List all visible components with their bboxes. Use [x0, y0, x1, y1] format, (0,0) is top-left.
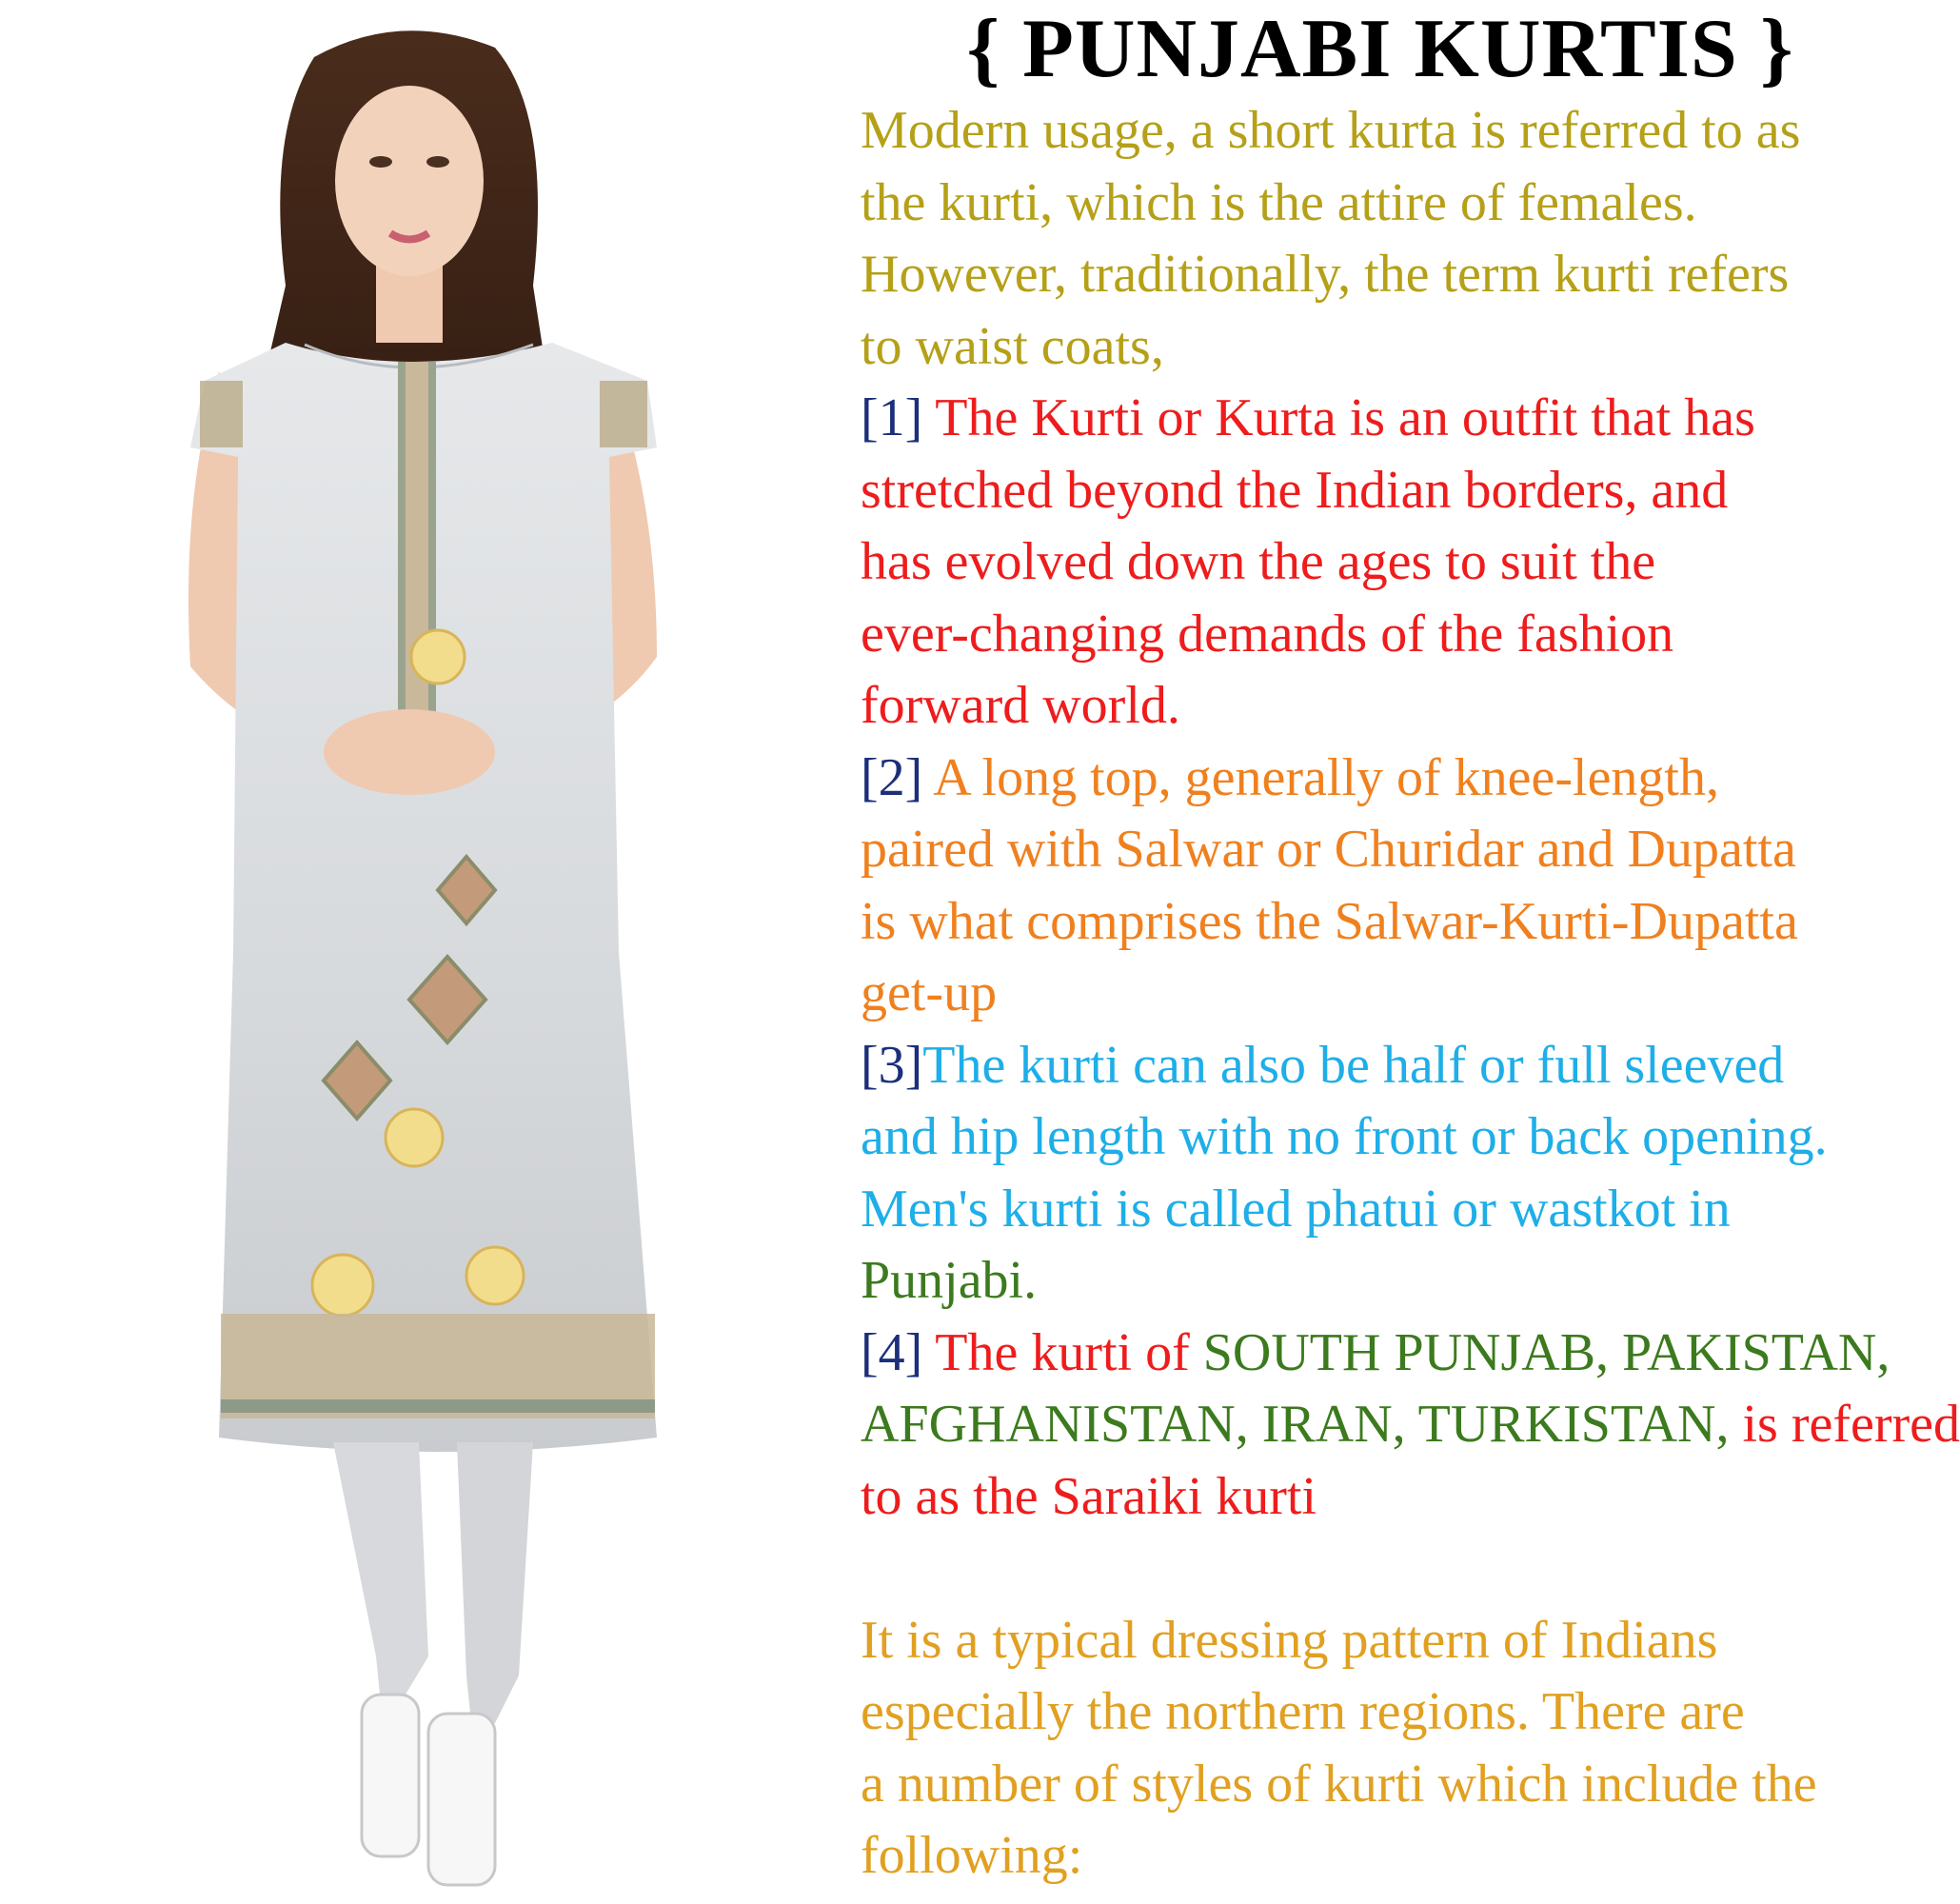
- page-title: { PUNJABI KURTIS }: [966, 3, 1794, 95]
- point1-text: The Kurti or Kurta is an outfit that has: [922, 388, 1755, 447]
- point1-line: ever-changing demands of the fashion: [861, 604, 1674, 664]
- intro-line: to waist coats,: [861, 316, 1164, 376]
- closing-line: a number of styles of kurti which include the: [861, 1754, 1817, 1814]
- model-photo: [0, 0, 838, 1904]
- point3-marker: [3]: [861, 1035, 923, 1095]
- point3-line: and hip length with no front or back opening.: [861, 1107, 1828, 1166]
- closing-line: following:: [861, 1826, 1083, 1885]
- point3-line: Punjabi.: [861, 1251, 1038, 1310]
- point4-regions: SOUTH PUNJAB, PAKISTAN,: [1202, 1322, 1891, 1382]
- closing-line: especially the northern regions. There are: [861, 1682, 1745, 1741]
- description-text: [861, 95, 1960, 1893]
- point4-tail: is referred: [1729, 1395, 1960, 1454]
- point4-line: [861, 1389, 1960, 1461]
- point2-marker: [2]: [861, 747, 923, 807]
- point1-line: forward world.: [861, 676, 1180, 735]
- point4-line: to as the Saraiki kurti: [861, 1466, 1317, 1526]
- point3-line: Men's kurti is called phatui or wastkot in: [861, 1179, 1731, 1239]
- point3-line: [861, 1030, 1904, 1102]
- intro-line: However, traditionally, the term kurti refers: [861, 245, 1790, 304]
- point1-line: has evolved down the ages to suit the: [861, 532, 1656, 591]
- point4-lead: The kurti of: [922, 1322, 1203, 1382]
- point3-text: The kurti can also be half or full sleeved: [922, 1035, 1785, 1095]
- intro-line: the kurti, which is the attire of females.: [861, 172, 1697, 232]
- point2-line: [861, 743, 1904, 815]
- point4-marker: [4]: [861, 1322, 923, 1382]
- closing-line: It is a typical dressing pattern of Indians: [861, 1610, 1718, 1670]
- point4-regions: AFGHANISTAN, IRAN, TURKISTAN,: [861, 1395, 1730, 1454]
- point1-marker: [1]: [861, 388, 923, 447]
- point2-text: A long top, generally of knee-length,: [922, 747, 1719, 807]
- blank-line: [861, 1533, 1904, 1605]
- point2-line: get-up: [861, 963, 998, 1022]
- intro-line: Modern usage, a short kurta is referred to as: [861, 101, 1801, 160]
- point2-line: paired with Salwar or Churidar and Dupatta: [861, 820, 1796, 879]
- point4-line: [861, 1318, 1904, 1390]
- point1-line: stretched beyond the Indian borders, and: [861, 460, 1729, 520]
- point2-line: is what comprises the Salwar-Kurti-Dupatta: [861, 891, 1798, 951]
- point1-line: [861, 383, 1904, 455]
